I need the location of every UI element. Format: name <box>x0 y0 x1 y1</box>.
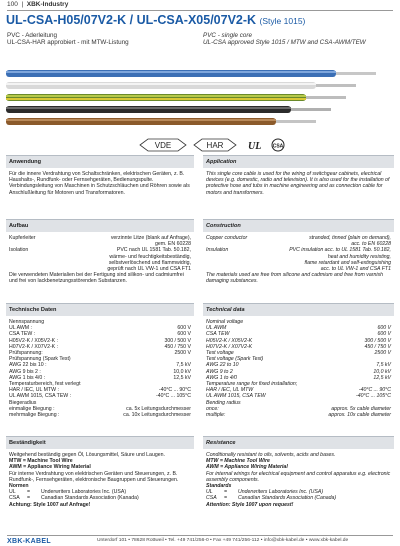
section-heading: Aufbau <box>6 219 194 232</box>
data-label: UL AWM <box>206 325 227 332</box>
data-value: 600 V <box>377 331 391 338</box>
material-note: Die verwendeten Materialien bei der Fertigung sind silikon- und cadmiumfrei und frei von lackbenetzungsstörenden Substanzen. <box>9 272 184 285</box>
section-heading: Technische Daten <box>6 303 194 316</box>
subtitle-de-line1: PVC - Aderleitung <box>7 32 58 39</box>
data-value: 450 / 750 V <box>364 343 391 350</box>
subtitle-en <box>203 32 366 46</box>
data-label: UL AWM 1015, CSA TEW <box>206 393 266 400</box>
data-label: AWG 9 bis 2 : <box>9 368 41 375</box>
usage-text: Für interne Verdrahtung von elektrischen Geräten und Steuerungen, z. B. Rundfunk-, Fernsehgeräten, elektronische Baugruppen und Steuerungen. <box>9 470 179 483</box>
group-label: Bending radius <box>206 399 241 406</box>
field-value: PVC insulation acc. to UL 1581 Tab. 50.182, <box>289 247 391 254</box>
section-anwendung <box>6 155 194 196</box>
section-bestaendigkeit <box>6 436 194 508</box>
data-label: AWG 22 bis 10 : <box>9 362 47 369</box>
field-label: Insulation <box>206 247 229 254</box>
section-application <box>203 155 394 196</box>
field-label: Copper conductor <box>206 235 248 241</box>
page-title <box>6 13 305 27</box>
subtitle-de-line2: UL-CSA-HAR approbiert - mit MTW-Listung <box>7 39 129 47</box>
section-aufbau <box>6 219 194 285</box>
field-value: wärme- und feuchtigkeitsbeständig, <box>109 253 191 260</box>
group-label: Test voltage (Spark Test) <box>206 356 264 363</box>
ul-mark-icon <box>248 141 261 152</box>
data-label: CSA TEW : <box>9 331 36 338</box>
field-value: geprüft nach UL VW-1 und CSA FT1 <box>107 266 191 273</box>
data-value: -40°C ... 105°C <box>355 393 391 400</box>
data-label: mehrmalige Biegung : <box>9 412 60 419</box>
data-label: H05V2-K / X05V2-K <box>206 337 253 344</box>
field-value: acc. to UL VW-1 and CSA FT1 <box>320 266 391 273</box>
data-value: -40°C ... 90°C <box>358 387 391 394</box>
equals-sign: = <box>27 489 31 496</box>
standard-abbr: UL <box>9 489 16 496</box>
group-label: Prüfspannung (Spark Test) <box>9 356 71 363</box>
data-value: 2500 V <box>374 350 391 357</box>
section-text: This single core cable is used for the wiring of switchgear cabinets, electrical devices (e.g. domestic, radio and television). It is also used for the installation of protective hose and tubs in machine engineering and as connection cable for motors and transformers. <box>206 171 390 196</box>
field-label: Isolation <box>9 247 29 254</box>
data-value: 2500 V <box>174 350 191 357</box>
standard-name: Underwriters Laboratories Inc. (USA) <box>238 489 324 496</box>
section-heading: Beständigkeit <box>6 436 194 449</box>
vde-mark-label: VDE <box>154 141 172 150</box>
data-label: AWG 1 bis 4/0 : <box>9 374 46 381</box>
company-logo: XBK-KABEL <box>7 538 51 545</box>
data-value: approx. 5x cable diameter <box>331 405 391 412</box>
field-value: flame retardant and self-extinguishing <box>304 259 391 266</box>
data-value: 10,0 kV <box>373 368 391 375</box>
field-value: verzinnte Litze (blank auf Anfrage), <box>110 235 191 241</box>
data-value: 7,5 kV <box>176 362 191 369</box>
resistance-text: Weitgehend beständig gegen Öl, Lösungsmittel, Säure und Laugen. <box>9 452 165 458</box>
data-label: multiple: <box>206 412 226 419</box>
group-label: Temperaturbereich, fest verlegt <box>9 381 81 388</box>
standard-abbr: CSA <box>9 495 20 502</box>
data-value: 600 V <box>377 325 391 332</box>
data-label: AWG 1 to 4/0 <box>206 374 238 381</box>
field-value: PVC nach UL 1581 Tab. 50.182, <box>116 247 191 254</box>
group-label: Nennspannung <box>9 319 45 325</box>
equals-sign: = <box>224 489 228 496</box>
standards-label: Normen <box>9 483 29 490</box>
section-heading: Resistance <box>203 436 394 449</box>
abbr-mtw: MTW = Machine Tool Wire <box>9 458 73 465</box>
attention-note: Attention: Style 1007 upon request! <box>206 501 294 508</box>
page-number: 100 <box>7 1 18 8</box>
abbr-awm: AWM = Appliance Wiring Material <box>9 464 91 471</box>
data-value: 7,5 kV <box>376 362 391 369</box>
data-label: HAR / IEC, UL MTW <box>206 387 254 394</box>
section-construction <box>203 219 394 285</box>
data-label: UL AWM : <box>9 325 32 332</box>
section-technical-data <box>203 303 394 418</box>
equals-sign: = <box>27 495 31 502</box>
section-text: Für die innere Verdrahtung von Schaltschränken, elektrischen Geräten, z. B. Haushalts-, Rundfunk- oder Fernsehgeräten, Bedienungspulte. Verbindungsleitung von Maschinen in Schutzschläuchen und Röhren sowie als Anschlußleitung für Motoren und Transformatoren. <box>9 171 190 196</box>
section-technische-daten <box>6 303 194 418</box>
standard-abbr: CSA <box>206 495 217 502</box>
standard-name: Canadian Standards Association (Kanada) <box>41 495 139 502</box>
page-header: 100 | XBK-Industry <box>7 1 69 8</box>
section-heading: Anwendung <box>6 155 194 168</box>
data-label: UL AWM 1015, CSA TEW : <box>9 393 72 400</box>
equals-sign: = <box>224 495 228 502</box>
section-heading: Construction <box>203 219 394 232</box>
section-resistance <box>203 436 394 508</box>
material-note: The materials used are free from silicone and cadmium and free from varnish damaging substances. <box>206 272 384 285</box>
data-label: einmalige Biegung : <box>9 405 55 412</box>
standard-abbr: UL <box>206 489 213 496</box>
data-value: 300 / 500 V <box>364 337 391 344</box>
field-label: Kupferleiter <box>9 235 36 241</box>
resistance-text: Conditionally resistant to oils, solvents, acids and bases. <box>206 452 336 458</box>
field-value: stranded, tinned (plain on demand), <box>309 235 391 241</box>
data-label: once: <box>206 405 219 412</box>
har-mark-icon <box>194 139 236 151</box>
section-name: XBK-Industry <box>26 1 69 8</box>
data-label: CSA TEW <box>206 331 230 338</box>
standards-label: Standards <box>206 483 232 490</box>
standard-name: Underwriters Laboratories Inc. (USA) <box>41 489 127 496</box>
data-value: -40°C ... 90°C <box>158 387 191 394</box>
subtitle-en-line2: UL-CSA approved Style 1015 / MTW and CSA-AWM/TEW <box>203 39 366 47</box>
certification-marks <box>138 138 368 152</box>
title-style: (Style 1015) <box>259 16 306 26</box>
cable-strands <box>6 70 376 125</box>
usage-text: For internal wirings for electrical equipment and control apparatus e.g. electronic assembly components. <box>206 470 391 483</box>
data-value: 600 V <box>177 331 191 338</box>
header-divider <box>7 10 393 11</box>
field-value: heat and humidity resisting, <box>327 253 391 260</box>
field-value: gem. EN 60228 <box>154 241 191 248</box>
company-address: Unterdorf 101 • 78628 Rottweil • Tel. +49 741/256-0 • Fax +49 741/256-112 • info@xbk-kabel.de • www.xbk-kabel.de <box>97 538 349 543</box>
data-value: 300 / 500 V <box>164 337 191 344</box>
data-value: 12,5 kV <box>173 374 191 381</box>
page-footer <box>7 535 393 546</box>
abbr-mtw: MTW = Machine Tool Wire <box>206 458 270 465</box>
title-main: UL-CSA-H05/07V2-K / UL-CSA-X05/07V2-K <box>6 13 257 27</box>
data-value: ca. 5x Leitungsdurchmesser <box>126 405 191 412</box>
standard-name: Canadian Standards Association (Canada) <box>238 495 337 502</box>
cable-photo <box>6 62 394 134</box>
field-value: selbstverlöschend und flammwidrig, <box>108 259 191 266</box>
data-value: -40°C ... 105°C <box>155 393 191 400</box>
data-label: AWG 9 to 2 <box>206 368 233 375</box>
data-label: Test voltage <box>206 350 234 357</box>
group-label: Temperature range for fixed installation; <box>206 381 298 388</box>
section-heading: Application <box>203 155 394 168</box>
csa-mark-label: CSA <box>272 143 284 150</box>
subtitle-de <box>7 32 129 46</box>
data-value: 10,0 kV <box>173 368 191 375</box>
data-label: H07V2-K / X07V2-K <box>206 343 253 350</box>
ul-mark-label: UL <box>248 141 262 152</box>
data-value: 12,5 kV <box>373 374 391 381</box>
data-value: 600 V <box>177 325 191 332</box>
data-value: 450 / 750 V <box>164 343 191 350</box>
data-label: Prüfspannung: <box>9 350 43 357</box>
abbr-awm: AWM = Appliance Wiring Material <box>206 464 288 471</box>
data-label: AWG 22 to 10 <box>206 362 239 369</box>
group-label: Nominal voltage <box>206 319 244 325</box>
data-label: H05V2-K / X05V2-K : <box>9 337 59 344</box>
csa-mark-icon <box>272 139 284 151</box>
attention-note: Achtung: Style 1007 auf Anfrage! <box>9 501 91 508</box>
data-label: HAR / IEC, UL MTW : <box>9 387 59 394</box>
section-heading: Technical data <box>203 303 394 316</box>
har-mark-label: HAR <box>206 141 224 150</box>
data-label: H07V2-K / X07V2-K : <box>9 343 59 350</box>
group-label: Biegeradius <box>9 399 37 406</box>
vde-mark-icon <box>140 139 186 151</box>
subtitle-en-line1: PVC - single core <box>203 32 252 39</box>
field-value: acc. to EN 60228 <box>351 241 391 248</box>
data-value: ca. 10x Leitungsdurchmesser <box>123 412 191 419</box>
data-value: approx. 10x cable diameter <box>328 412 391 419</box>
